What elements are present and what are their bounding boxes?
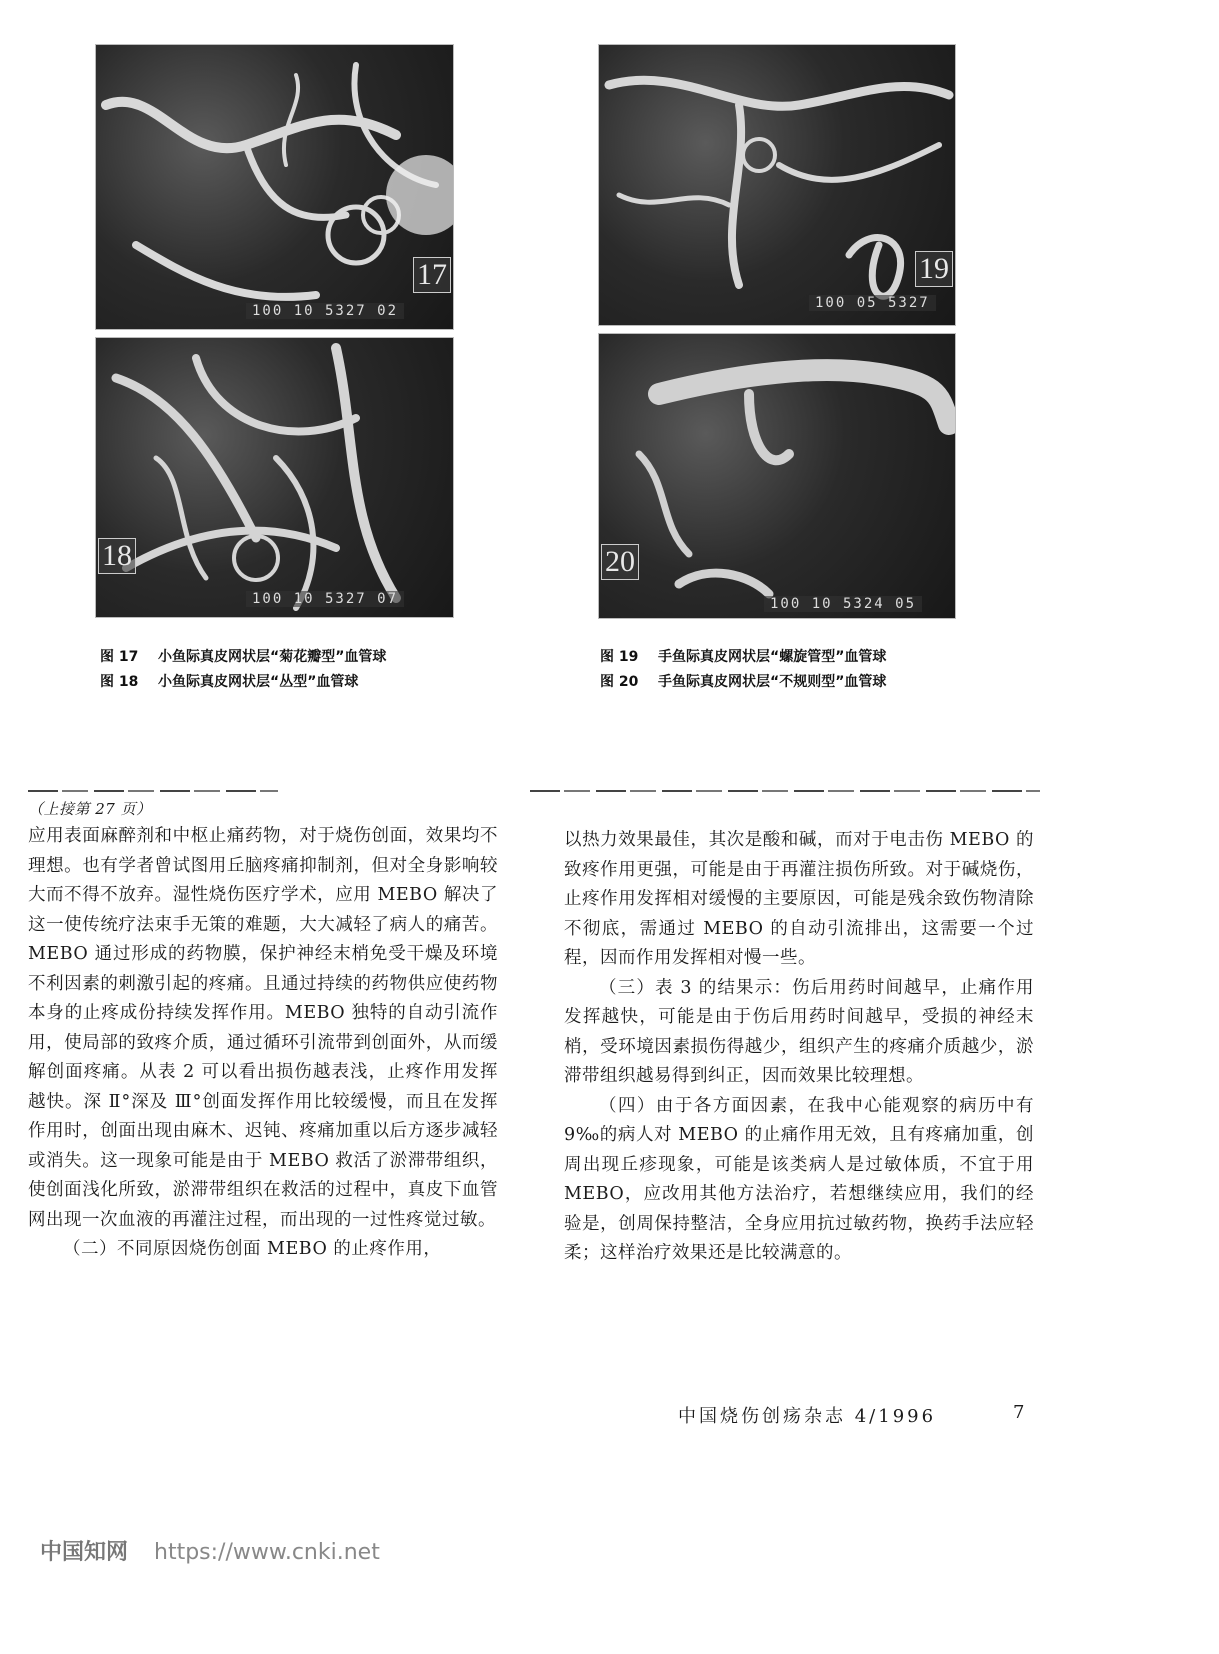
caption-number: 图 19 — [600, 649, 639, 665]
caption-text: 手鱼际真皮网状层“不规则型”血管球 — [658, 674, 887, 690]
section-divider — [530, 790, 1040, 792]
caption-text: 手鱼际真皮网状层“螺旋管型”血管球 — [658, 649, 887, 665]
paragraph: 应用表面麻醉剂和中枢止痛药物，对于烧伤创面，效果均不理想。也有学者曾试图用丘脑疼痛抑制剂，但对全身影响较大而不得不放弃。湿性烧伤医疗学术，应用 MEBO 解决了这一使传统疗法束手无策的难题，大大减轻了病人的痛苦。MEBO 通过形成的药物膜，保护神经末梢免受干燥及环境不利因素的刺激引起的疼痛。且通过持续的药物供应使药物本身的止疼成份持续发挥作用。MEBO 独特的自动引流作用，使局部的致疼介质，通过循环引流带到创面外，从而缓解创面疼痛。从表 2 可以看出损伤越表浅，止疼作用发挥越快。深 Ⅱ°深及 Ⅲ°创面发挥作用比较缓慢，而且在发挥作用时，创面出现由麻木、迟钝、疼痛加重以后方逐步减轻或消失。这一现象可能是由于 MEBO 救活了淤滞带组织，使创面浅化所致，淤滞带组织在救活的过程中，真皮下血管网出现一次血液的再灌注过程，而出现的一过性疼觉过敏。 — [28, 826, 498, 1230]
section-divider — [28, 790, 278, 792]
caption-text: 小鱼际真皮网状层“丛型”血管球 — [158, 674, 359, 690]
scale-bar-label: 100 10 5324 05 — [764, 596, 922, 612]
article-left-column — [28, 796, 498, 1265]
scale-bar-label: 100 05 5327 — [809, 295, 936, 311]
cnki-logo: 中国知网 — [40, 1540, 129, 1565]
figure-number: 17 — [413, 257, 451, 293]
figure-number: 18 — [98, 538, 136, 574]
figure-18-caption — [100, 671, 358, 691]
figure-20-photo — [598, 333, 956, 619]
caption-text: 小鱼际真皮网状层“菊花瓣型”血管球 — [158, 649, 387, 665]
figure-number: 20 — [601, 544, 639, 580]
article-right-column — [564, 826, 1034, 1269]
paragraph: 以热力效果最佳，其次是酸和碱，而对于电击伤 MEBO 的致疼作用更强，可能是由于再灌注损伤所致。对于碱烧伤，止疼作用发挥相对缓慢的主要原因，可能是残余致伤物清除不彻底，需通过 MEBO 的自动引流排出，这需要一个过程，因而作用发挥相对慢一些。 — [564, 830, 1034, 968]
figure-number: 19 — [915, 251, 953, 287]
paragraph: （四）由于各方面因素，在我中心能观察的病历中有 9‰的病人对 MEBO 的止痛作用无效，且有疼痛加重，创周出现丘疹现象，可能是该类病人是过敏体质，不宜于用 MEBO，应改用其他方法治疗，若想继续应用，我们的经验是，创周保持整洁，全身应用抗过敏药物，换药手法应轻柔；这样治疗效果还是比较满意的。 — [564, 1095, 1034, 1263]
paragraph: （二）不同原因烧伤创面 MEBO 的止疼作用， — [63, 1239, 442, 1259]
caption-number: 图 18 — [100, 674, 139, 690]
cnki-url[interactable]: https://www.cnki.net — [154, 1540, 380, 1565]
continued-note: （上接第 27 页） — [28, 800, 152, 818]
figure-19-caption — [600, 646, 886, 666]
page-number: 7 — [1013, 1402, 1028, 1423]
scale-bar-label: 100 10 5327 02 — [246, 303, 404, 319]
micrograph-vessels — [599, 334, 955, 618]
micrograph-vessels — [599, 45, 955, 325]
caption-number: 图 17 — [100, 649, 139, 665]
caption-number: 图 20 — [600, 674, 639, 690]
cnki-watermark — [40, 1535, 380, 1566]
micrograph-vessels — [96, 45, 453, 329]
journal-footer: 中国烧伤创疡杂志 4/1996 — [678, 1406, 937, 1427]
scale-bar-label: 100 10 5327 07 — [246, 591, 404, 607]
figure-17-photo — [95, 44, 454, 330]
figure-19-photo — [598, 44, 956, 326]
figure-18-photo — [95, 337, 454, 618]
figure-17-caption — [100, 646, 386, 666]
paragraph: （三）表 3 的结果示：伤后用药时间越早，止痛作用发挥越快，可能是由于伤后用药时间越早，受损的神经末梢，受环境因素损伤得越少，组织产生的疼痛介质越少，淤滞带组织越易得到纠正，因而效果比较理想。 — [564, 977, 1034, 1086]
figure-20-caption — [600, 671, 886, 691]
micrograph-vessels — [96, 338, 453, 617]
